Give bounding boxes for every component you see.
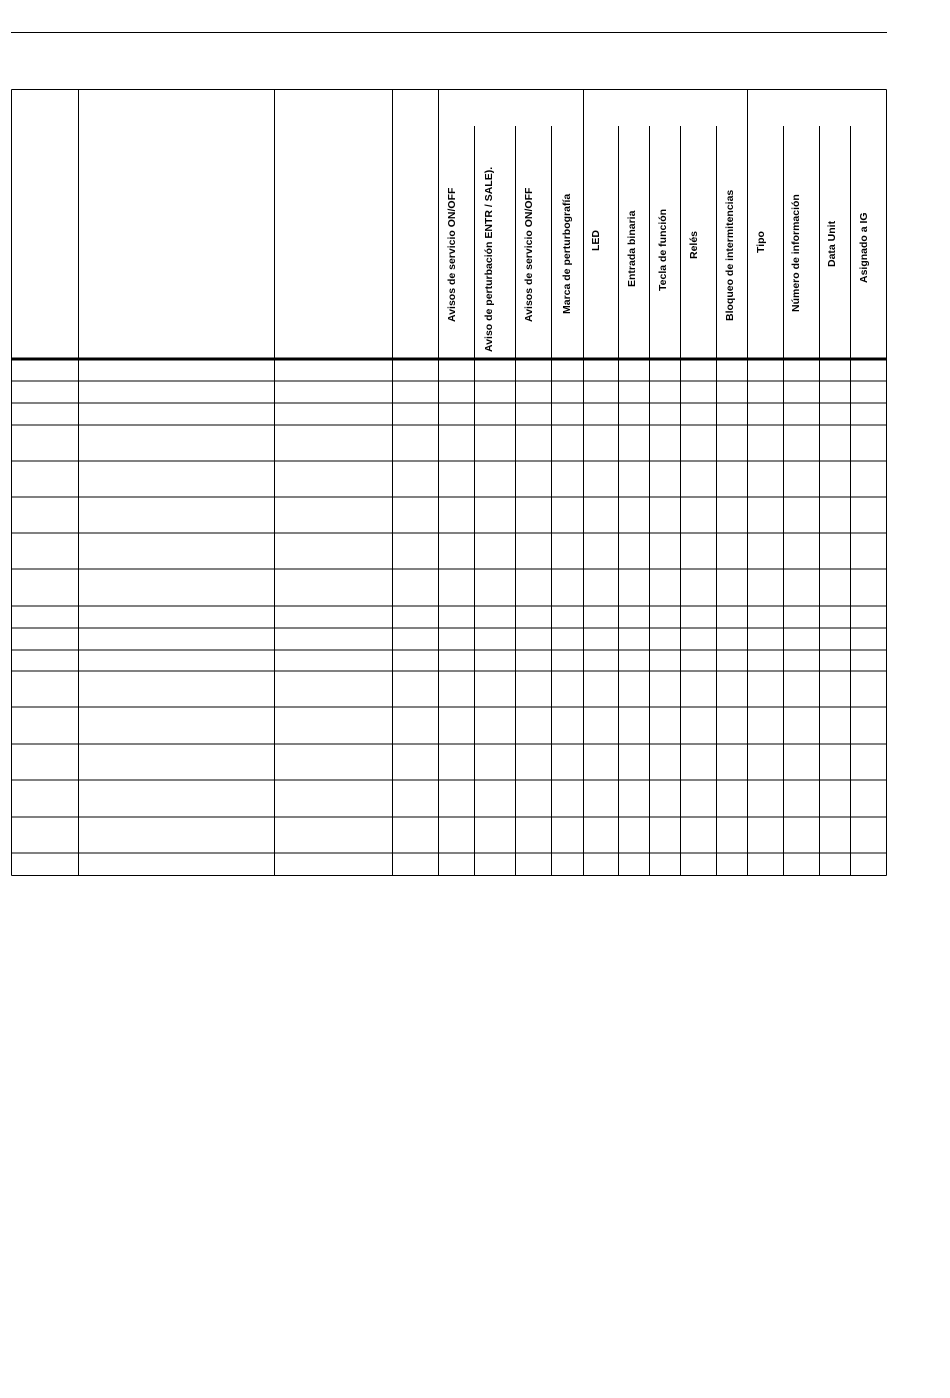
col-asignado-ig: Asignado a IG	[857, 212, 870, 283]
col-bloqueo-intermitencias: Bloqueo de intermitencias	[723, 189, 736, 321]
col-aviso-perturbacion: Aviso de perturbación ENTR / SALE).	[482, 166, 495, 352]
col-marca-perturbografia: Marca de perturbografía	[560, 193, 573, 314]
col-data-unit: Data Unit	[825, 220, 838, 267]
col-tipo: Tipo	[754, 231, 767, 253]
col-numero-informacion: Número de información	[789, 194, 802, 312]
col-avisos-servicio-on-off-1: Avisos de servicio ON/OFF	[445, 187, 458, 322]
col-avisos-servicio-on-off-2: Avisos de servicio ON/OFF	[522, 187, 535, 322]
col-tecla-funcion: Tecla de función	[656, 208, 669, 291]
table-header-labels	[446, 167, 870, 352]
col-entrada-binaria: Entrada binaria	[625, 210, 638, 287]
col-led: LED	[589, 230, 602, 251]
col-reles: Relés	[687, 230, 700, 259]
